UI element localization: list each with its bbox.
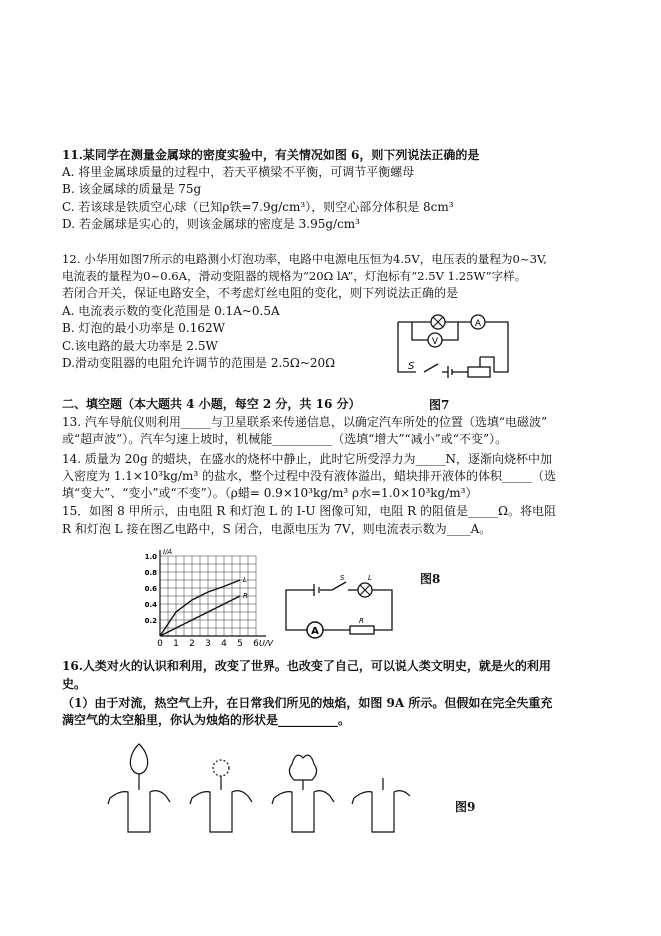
- q16-line3: （1）由于对流，热空气上升，在日常我们所见的烛焰，如图 9A 所示。但假如在完全失重充: [62, 696, 553, 710]
- q11-stem: 11.某同学在测量金属球的密度实验中，有关情况如图 6，则下列说法正确的是: [62, 148, 480, 162]
- series-label-R: R: [243, 592, 248, 600]
- q16-line2: 史。: [62, 677, 87, 691]
- q12-option-a: A. 电流表示数的变化范围是 0.1A~0.5A: [62, 304, 280, 318]
- candle-a-flame: [130, 744, 147, 774]
- candle-a: [108, 744, 170, 832]
- figure7-voltmeter-label: V: [431, 337, 439, 347]
- figure7-label: 图7: [429, 398, 450, 412]
- x-tick-label: 2: [189, 639, 195, 649]
- figure7-switch-label: S: [408, 361, 415, 372]
- x-tick-label: 1: [173, 639, 179, 649]
- y-tick-label: 0.4: [144, 601, 157, 609]
- x-tick-label: 3: [205, 639, 211, 649]
- candle-d: [352, 778, 410, 832]
- q12-stem-line3: 若闭合开关，保证电路安全，不考虑灯丝电阻的变化，则下列说法正确的是: [62, 286, 459, 300]
- candle-b-flame: [213, 760, 229, 776]
- y-tick-label: 0.8: [144, 569, 157, 577]
- q12-option-b: B. 灯泡的最小功率是 0.162W: [62, 321, 225, 335]
- figure8-iu-chart: [138, 546, 278, 648]
- q14-line3: 填“变大”、“变小”或“不变”）。（ρ蜡= 0.9×10³kg/m³ ρ水=1.0×10³kg/m³）: [62, 486, 478, 500]
- q16-line1: 16.人类对火的认识和利用，改变了世界。也改变了自己，可以说人类文明史，就是火的利用: [62, 659, 551, 673]
- y-tick-label: 0.6: [144, 585, 157, 593]
- figure7-ammeter-label: A: [474, 319, 482, 329]
- q12-option-d: D.滑动变阻器的电阻允许调节的范围是 2.5Ω~20Ω: [62, 356, 336, 370]
- x-axis-label: U/V: [259, 639, 274, 648]
- x-tick-label: 0: [157, 639, 163, 649]
- candle-b: [190, 760, 252, 832]
- q12-stem-line2: 电流表的量程为0~0.6A，滑动变阻器的规格为“20Ω lA”，灯泡标有“2.5V 1.25W”字样。: [62, 269, 527, 283]
- figure8-bulb: [358, 583, 372, 597]
- q16-line4: 满空气的太空船里，你认为烛焰的形状是__________。: [62, 713, 351, 727]
- x-tick-label: 6: [253, 639, 259, 649]
- figure8-switch-label: S: [340, 574, 345, 582]
- q11-option-d: D. 若金属球是实心的，则该金属球的密度是 3.95g/cm³: [62, 217, 360, 231]
- figure7-circuit: [398, 312, 508, 384]
- q12-option-c: C.该电路的最大功率是 2.5W: [62, 339, 218, 353]
- figure8-resistor-label: R: [359, 617, 364, 625]
- figure7-bulb: [431, 315, 445, 329]
- figure8-ammeter-label: A: [311, 626, 319, 637]
- q11-option-a: A. 将里金属球质量的过程中，若天平横梁不平衡，可调节平衡螺母: [62, 165, 415, 179]
- q13-line2: 或“超声波”）。汽车匀速上坡时，机械能__________（选填“增大”“减小”或“不变”）。: [62, 432, 508, 446]
- figure8-label: 图8: [420, 572, 441, 586]
- figure8-bulb-label: L: [368, 574, 372, 582]
- q15-line2: R 和灯泡 L 接在图乙电路中，S 闭合，电源电压为 7V，则电流表示数为____A。: [62, 522, 492, 536]
- q14-line1: 14. 质量为 20g 的蜡块，在盛水的烧杯中静止，此时它所受浮力为_____N，逐渐向烧杯中加: [62, 452, 552, 466]
- q14-line2: 入密度为 1.1×10³kg/m³ 的盐水，整个过程中没有液体溢出，蜡块排开液体的体积_____（选: [62, 469, 557, 483]
- candle-c-flame: [289, 755, 316, 780]
- figure9-label: 图9: [455, 800, 476, 814]
- q12-stem-line1: 12. 小华用如图7所示的电路测小灯泡功率，电路中电源电压恒为4.5V，电压表的量程为0~3V,: [62, 252, 547, 266]
- y-tick-label: 0.2: [144, 617, 157, 625]
- y-axis-label: I/A: [163, 548, 173, 556]
- series-label-L: L: [243, 576, 247, 584]
- figure8-circuit: [286, 572, 398, 644]
- q11-option-c: C. 若该球是铁质空心球（已知ρ铁=7.9g/cm³），则空心部分体积是 8cm³: [62, 200, 454, 214]
- section2-title: 二、填空题（本大题共 4 小题，每空 2 分，共 16 分）: [62, 397, 361, 411]
- q15-line1: 15．如图 8 甲所示，由电阻 R 和灯泡 L 的 I-U 图像可知，电阻 R 的阻值是_____Ω。将电阻: [62, 504, 556, 518]
- y-tick-label: 1.0: [144, 553, 157, 561]
- figure9-candles: [100, 728, 400, 840]
- q11-option-b: B. 该金属球的质量是 75g: [62, 182, 202, 196]
- x-tick-label: 5: [237, 639, 243, 649]
- q13-line1: 13. 汽车导航仪则利用_____与卫星联系来传递信息，以确定汽车所处的位置（选填“电磁波”: [62, 415, 548, 429]
- candle-c: [272, 755, 334, 832]
- x-tick-label: 4: [221, 639, 227, 649]
